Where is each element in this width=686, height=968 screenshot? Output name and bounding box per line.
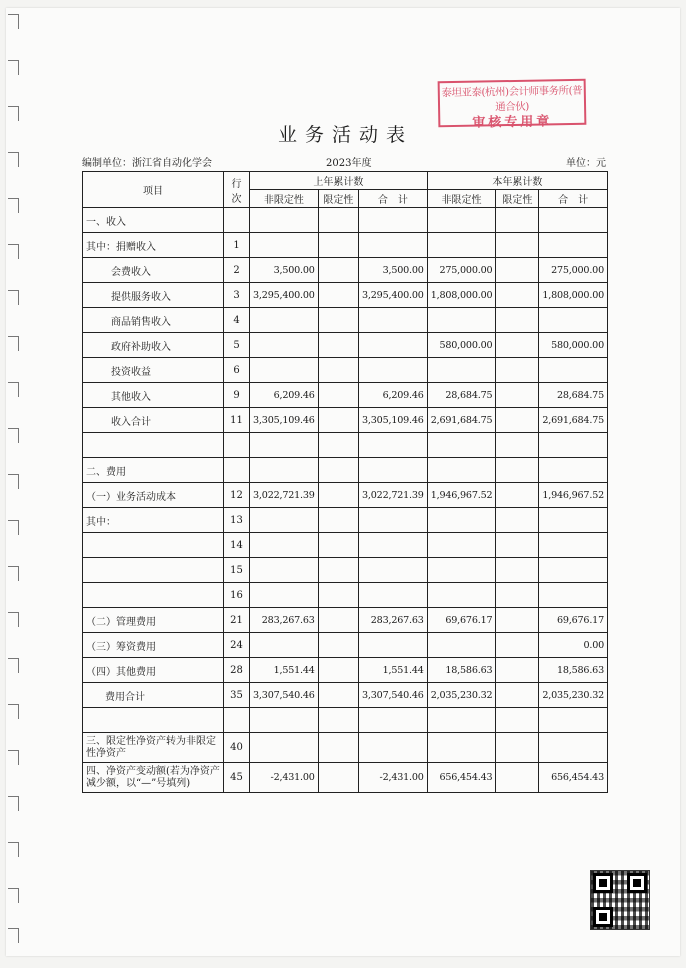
curr-unrestricted-cell: 656,454.43 bbox=[427, 763, 496, 793]
prev-total-cell: 6,209.46 bbox=[359, 383, 428, 408]
table-row bbox=[83, 408, 608, 433]
binding-mark bbox=[8, 336, 19, 351]
curr-total-cell: 580,000.00 bbox=[539, 333, 608, 358]
curr-restricted-cell bbox=[496, 408, 539, 433]
curr-restricted-cell bbox=[496, 283, 539, 308]
binding-mark bbox=[8, 14, 19, 29]
prev-restricted-cell bbox=[318, 408, 358, 433]
line-number-cell: 24 bbox=[224, 633, 250, 658]
prev-unrestricted-cell bbox=[250, 333, 319, 358]
table-row bbox=[83, 583, 608, 608]
binding-mark bbox=[8, 658, 19, 673]
prev-total-cell bbox=[359, 433, 428, 458]
item-cell: 提供服务收入 bbox=[83, 283, 224, 308]
binding-mark bbox=[8, 796, 19, 811]
curr-unrestricted-cell: 275,000.00 bbox=[427, 258, 496, 283]
curr-restricted-cell bbox=[496, 733, 539, 763]
table-row bbox=[83, 208, 608, 233]
header-curr-unrestricted: 非限定性 bbox=[427, 190, 496, 208]
table-row bbox=[83, 658, 608, 683]
table-row bbox=[83, 558, 608, 583]
binding-mark bbox=[8, 928, 19, 943]
binding-mark bbox=[8, 198, 19, 213]
prev-restricted-cell bbox=[318, 233, 358, 258]
prev-restricted-cell bbox=[318, 533, 358, 558]
table-row bbox=[83, 308, 608, 333]
prev-unrestricted-cell bbox=[250, 233, 319, 258]
prev-restricted-cell bbox=[318, 333, 358, 358]
curr-total-cell bbox=[539, 433, 608, 458]
report-year: 2023年度 bbox=[326, 158, 372, 169]
curr-restricted-cell bbox=[496, 433, 539, 458]
curr-total-cell bbox=[539, 533, 608, 558]
prev-restricted-cell bbox=[318, 763, 358, 793]
curr-restricted-cell bbox=[496, 583, 539, 608]
curr-restricted-cell bbox=[496, 308, 539, 333]
curr-restricted-cell bbox=[496, 558, 539, 583]
curr-unrestricted-cell: 28,684.75 bbox=[427, 383, 496, 408]
prev-restricted-cell bbox=[318, 558, 358, 583]
curr-total-cell: 69,676.17 bbox=[539, 608, 608, 633]
curr-unrestricted-cell: 2,691,684.75 bbox=[427, 408, 496, 433]
item-cell: 收入合计 bbox=[83, 408, 224, 433]
line-number-cell bbox=[224, 433, 250, 458]
prev-unrestricted-cell bbox=[250, 458, 319, 483]
preparing-unit: 编制单位：浙江省自动化学会 bbox=[82, 158, 212, 169]
line-number-cell: 6 bbox=[224, 358, 250, 383]
line-number-cell: 3 bbox=[224, 283, 250, 308]
prev-unrestricted-cell: 1,551.44 bbox=[250, 658, 319, 683]
prev-total-cell: 3,305,109.46 bbox=[359, 408, 428, 433]
table-row bbox=[83, 708, 608, 733]
line-number-cell bbox=[224, 708, 250, 733]
prev-total-cell bbox=[359, 358, 428, 383]
table-row bbox=[83, 483, 608, 508]
curr-restricted-cell bbox=[496, 708, 539, 733]
curr-total-cell: 1,808,000.00 bbox=[539, 283, 608, 308]
curr-total-cell bbox=[539, 308, 608, 333]
item-cell: 其中： bbox=[83, 508, 224, 533]
table-row bbox=[83, 383, 608, 408]
curr-unrestricted-cell bbox=[427, 308, 496, 333]
line-number-cell: 28 bbox=[224, 658, 250, 683]
table-row bbox=[83, 608, 608, 633]
table-row bbox=[83, 333, 608, 358]
binding-mark bbox=[8, 612, 19, 627]
curr-restricted-cell bbox=[496, 763, 539, 793]
header-prev-unrestricted: 非限定性 bbox=[250, 190, 319, 208]
prev-unrestricted-cell bbox=[250, 208, 319, 233]
line-number-cell: 1 bbox=[224, 233, 250, 258]
curr-restricted-cell bbox=[496, 508, 539, 533]
curr-unrestricted-cell bbox=[427, 233, 496, 258]
stamp-firm-name: 泰坦亚泰(杭州)会计师事务所(普通合伙) bbox=[441, 84, 583, 114]
prev-unrestricted-cell: -2,431.00 bbox=[250, 763, 319, 793]
prev-total-cell bbox=[359, 583, 428, 608]
curr-restricted-cell bbox=[496, 333, 539, 358]
prev-total-cell bbox=[359, 708, 428, 733]
item-cell bbox=[83, 433, 224, 458]
item-cell: （四）其他费用 bbox=[83, 658, 224, 683]
line-number-cell: 12 bbox=[224, 483, 250, 508]
table-row bbox=[83, 283, 608, 308]
curr-unrestricted-cell bbox=[427, 558, 496, 583]
curr-total-cell: 28,684.75 bbox=[539, 383, 608, 408]
curr-restricted-cell bbox=[496, 608, 539, 633]
table-row bbox=[83, 433, 608, 458]
prev-total-cell: -2,431.00 bbox=[359, 763, 428, 793]
item-cell: （三）筹资费用 bbox=[83, 633, 224, 658]
item-cell: 投资收益 bbox=[83, 358, 224, 383]
line-number-cell: 5 bbox=[224, 333, 250, 358]
curr-total-cell bbox=[539, 583, 608, 608]
curr-unrestricted-cell: 1,808,000.00 bbox=[427, 283, 496, 308]
curr-total-cell: 275,000.00 bbox=[539, 258, 608, 283]
binding-mark bbox=[8, 750, 19, 765]
line-number-cell: 11 bbox=[224, 408, 250, 433]
table-row bbox=[83, 258, 608, 283]
table-row bbox=[83, 763, 608, 793]
binding-mark bbox=[8, 290, 19, 305]
line-number-cell bbox=[224, 458, 250, 483]
curr-restricted-cell bbox=[496, 458, 539, 483]
line-number-cell: 9 bbox=[224, 383, 250, 408]
curr-unrestricted-cell: 18,586.63 bbox=[427, 658, 496, 683]
table-row bbox=[83, 683, 608, 708]
prev-unrestricted-cell: 283,267.63 bbox=[250, 608, 319, 633]
curr-unrestricted-cell bbox=[427, 633, 496, 658]
document-page bbox=[6, 8, 680, 956]
curr-unrestricted-cell: 69,676.17 bbox=[427, 608, 496, 633]
table-row bbox=[83, 458, 608, 483]
binding-mark bbox=[8, 704, 19, 719]
table-row bbox=[83, 533, 608, 558]
curr-unrestricted-cell: 1,946,967.52 bbox=[427, 483, 496, 508]
binding-mark bbox=[8, 428, 19, 443]
line-number-cell: 16 bbox=[224, 583, 250, 608]
prev-total-cell: 3,022,721.39 bbox=[359, 483, 428, 508]
binding-mark bbox=[8, 244, 19, 259]
line-number-cell: 15 bbox=[224, 558, 250, 583]
curr-unrestricted-cell bbox=[427, 733, 496, 763]
binding-mark bbox=[8, 888, 19, 903]
binding-mark bbox=[8, 474, 19, 489]
prev-total-cell bbox=[359, 558, 428, 583]
prev-total-cell bbox=[359, 508, 428, 533]
prev-total-cell: 3,295,400.00 bbox=[359, 283, 428, 308]
qr-code bbox=[590, 870, 650, 930]
prev-unrestricted-cell bbox=[250, 533, 319, 558]
line-number-cell: 21 bbox=[224, 608, 250, 633]
curr-unrestricted-cell bbox=[427, 208, 496, 233]
prev-total-cell bbox=[359, 533, 428, 558]
curr-restricted-cell bbox=[496, 358, 539, 383]
curr-total-cell: 0.00 bbox=[539, 633, 608, 658]
line-number-cell: 4 bbox=[224, 308, 250, 333]
curr-total-cell bbox=[539, 458, 608, 483]
prev-unrestricted-cell: 3,305,109.46 bbox=[250, 408, 319, 433]
curr-restricted-cell bbox=[496, 258, 539, 283]
curr-total-cell: 1,946,967.52 bbox=[539, 483, 608, 508]
item-cell: 政府补助收入 bbox=[83, 333, 224, 358]
header-line: 行次 bbox=[224, 172, 250, 208]
line-number-cell bbox=[224, 208, 250, 233]
item-cell: 三、限定性净资产转为非限定性净资产 bbox=[83, 733, 224, 763]
prev-unrestricted-cell bbox=[250, 633, 319, 658]
prev-total-cell bbox=[359, 458, 428, 483]
header-prev-restricted: 限定性 bbox=[318, 190, 358, 208]
prev-unrestricted-cell bbox=[250, 708, 319, 733]
prev-unrestricted-cell bbox=[250, 433, 319, 458]
prev-total-cell: 283,267.63 bbox=[359, 608, 428, 633]
curr-unrestricted-cell bbox=[427, 358, 496, 383]
audit-stamp bbox=[438, 79, 587, 131]
binding-mark bbox=[8, 566, 19, 581]
curr-restricted-cell bbox=[496, 658, 539, 683]
item-cell: 二、费用 bbox=[83, 458, 224, 483]
prev-restricted-cell bbox=[318, 733, 358, 763]
binding-mark bbox=[8, 60, 19, 75]
prev-restricted-cell bbox=[318, 683, 358, 708]
curr-total-cell: 2,691,684.75 bbox=[539, 408, 608, 433]
curr-total-cell: 2,035,230.32 bbox=[539, 683, 608, 708]
curr-restricted-cell bbox=[496, 233, 539, 258]
prev-restricted-cell bbox=[318, 258, 358, 283]
prev-unrestricted-cell: 3,500.00 bbox=[250, 258, 319, 283]
curr-unrestricted-cell: 2,035,230.32 bbox=[427, 683, 496, 708]
prev-unrestricted-cell bbox=[250, 558, 319, 583]
curr-total-cell bbox=[539, 733, 608, 763]
prev-total-cell: 3,500.00 bbox=[359, 258, 428, 283]
curr-restricted-cell bbox=[496, 383, 539, 408]
header-curr-year: 本年累计数 bbox=[427, 172, 607, 190]
currency-unit: 单位：元 bbox=[566, 158, 606, 169]
prev-unrestricted-cell: 3,307,540.46 bbox=[250, 683, 319, 708]
prev-total-cell bbox=[359, 233, 428, 258]
item-cell: 一、收入 bbox=[83, 208, 224, 233]
curr-total-cell: 656,454.43 bbox=[539, 763, 608, 793]
binding-mark bbox=[8, 382, 19, 397]
prev-total-cell bbox=[359, 633, 428, 658]
header-curr-total: 合 计 bbox=[539, 190, 608, 208]
prev-total-cell bbox=[359, 208, 428, 233]
curr-unrestricted-cell bbox=[427, 583, 496, 608]
item-cell bbox=[83, 558, 224, 583]
prev-unrestricted-cell bbox=[250, 308, 319, 333]
prev-restricted-cell bbox=[318, 383, 358, 408]
prev-total-cell bbox=[359, 333, 428, 358]
curr-total-cell bbox=[539, 558, 608, 583]
prev-total-cell: 1,551.44 bbox=[359, 658, 428, 683]
prev-unrestricted-cell bbox=[250, 583, 319, 608]
curr-unrestricted-cell bbox=[427, 708, 496, 733]
line-number-cell: 2 bbox=[224, 258, 250, 283]
curr-restricted-cell bbox=[496, 533, 539, 558]
line-number-cell: 35 bbox=[224, 683, 250, 708]
line-number-cell: 40 bbox=[224, 733, 250, 763]
curr-total-cell bbox=[539, 708, 608, 733]
curr-total-cell: 18,586.63 bbox=[539, 658, 608, 683]
curr-total-cell bbox=[539, 508, 608, 533]
item-cell bbox=[83, 533, 224, 558]
curr-unrestricted-cell bbox=[427, 508, 496, 533]
item-cell: 商品销售收入 bbox=[83, 308, 224, 333]
prev-restricted-cell bbox=[318, 608, 358, 633]
binding-mark bbox=[8, 842, 19, 857]
activity-statement-table bbox=[82, 171, 608, 793]
line-number-cell: 14 bbox=[224, 533, 250, 558]
item-cell: （二）管理费用 bbox=[83, 608, 224, 633]
table-row bbox=[83, 358, 608, 383]
curr-restricted-cell bbox=[496, 633, 539, 658]
prev-restricted-cell bbox=[318, 283, 358, 308]
prev-total-cell bbox=[359, 733, 428, 763]
item-cell: 会费收入 bbox=[83, 258, 224, 283]
binding-mark bbox=[8, 152, 19, 167]
prev-unrestricted-cell: 6,209.46 bbox=[250, 383, 319, 408]
curr-total-cell bbox=[539, 233, 608, 258]
page-title: 业务活动表 bbox=[278, 124, 414, 146]
line-number-cell: 45 bbox=[224, 763, 250, 793]
item-cell: 四、净资产变动额(若为净资产减少额，以“—”号填列) bbox=[83, 763, 224, 793]
curr-unrestricted-cell bbox=[427, 433, 496, 458]
header-prev-total: 合 计 bbox=[359, 190, 428, 208]
table-row bbox=[83, 733, 608, 763]
curr-total-cell bbox=[539, 358, 608, 383]
prev-total-cell: 3,307,540.46 bbox=[359, 683, 428, 708]
prev-restricted-cell bbox=[318, 458, 358, 483]
curr-unrestricted-cell: 580,000.00 bbox=[427, 333, 496, 358]
binding-mark bbox=[8, 106, 19, 121]
curr-restricted-cell bbox=[496, 483, 539, 508]
line-number-cell: 13 bbox=[224, 508, 250, 533]
prev-unrestricted-cell: 3,295,400.00 bbox=[250, 283, 319, 308]
stamp-purpose: 审核专用章 bbox=[472, 114, 553, 131]
table-row bbox=[83, 633, 608, 658]
prev-restricted-cell bbox=[318, 483, 358, 508]
curr-total-cell bbox=[539, 208, 608, 233]
prev-unrestricted-cell bbox=[250, 508, 319, 533]
prev-restricted-cell bbox=[318, 358, 358, 383]
curr-unrestricted-cell bbox=[427, 458, 496, 483]
prev-restricted-cell bbox=[318, 658, 358, 683]
prev-restricted-cell bbox=[318, 708, 358, 733]
table-row bbox=[83, 508, 608, 533]
table-row bbox=[83, 233, 608, 258]
prev-unrestricted-cell bbox=[250, 733, 319, 763]
prev-restricted-cell bbox=[318, 583, 358, 608]
header-prev-year: 上年累计数 bbox=[250, 172, 428, 190]
curr-restricted-cell bbox=[496, 208, 539, 233]
prev-restricted-cell bbox=[318, 308, 358, 333]
item-cell: 其中：捐赠收入 bbox=[83, 233, 224, 258]
prev-restricted-cell bbox=[318, 633, 358, 658]
prev-restricted-cell bbox=[318, 433, 358, 458]
item-cell: 费用合计 bbox=[83, 683, 224, 708]
prev-total-cell bbox=[359, 308, 428, 333]
item-cell: 其他收入 bbox=[83, 383, 224, 408]
item-cell bbox=[83, 708, 224, 733]
curr-restricted-cell bbox=[496, 683, 539, 708]
header-curr-restricted: 限定性 bbox=[496, 190, 539, 208]
item-cell: （一）业务活动成本 bbox=[83, 483, 224, 508]
prev-restricted-cell bbox=[318, 208, 358, 233]
item-cell bbox=[83, 583, 224, 608]
binding-mark bbox=[8, 520, 19, 535]
prev-restricted-cell bbox=[318, 508, 358, 533]
header-item: 项目 bbox=[83, 172, 224, 208]
prev-unrestricted-cell bbox=[250, 358, 319, 383]
curr-unrestricted-cell bbox=[427, 533, 496, 558]
prev-unrestricted-cell: 3,022,721.39 bbox=[250, 483, 319, 508]
